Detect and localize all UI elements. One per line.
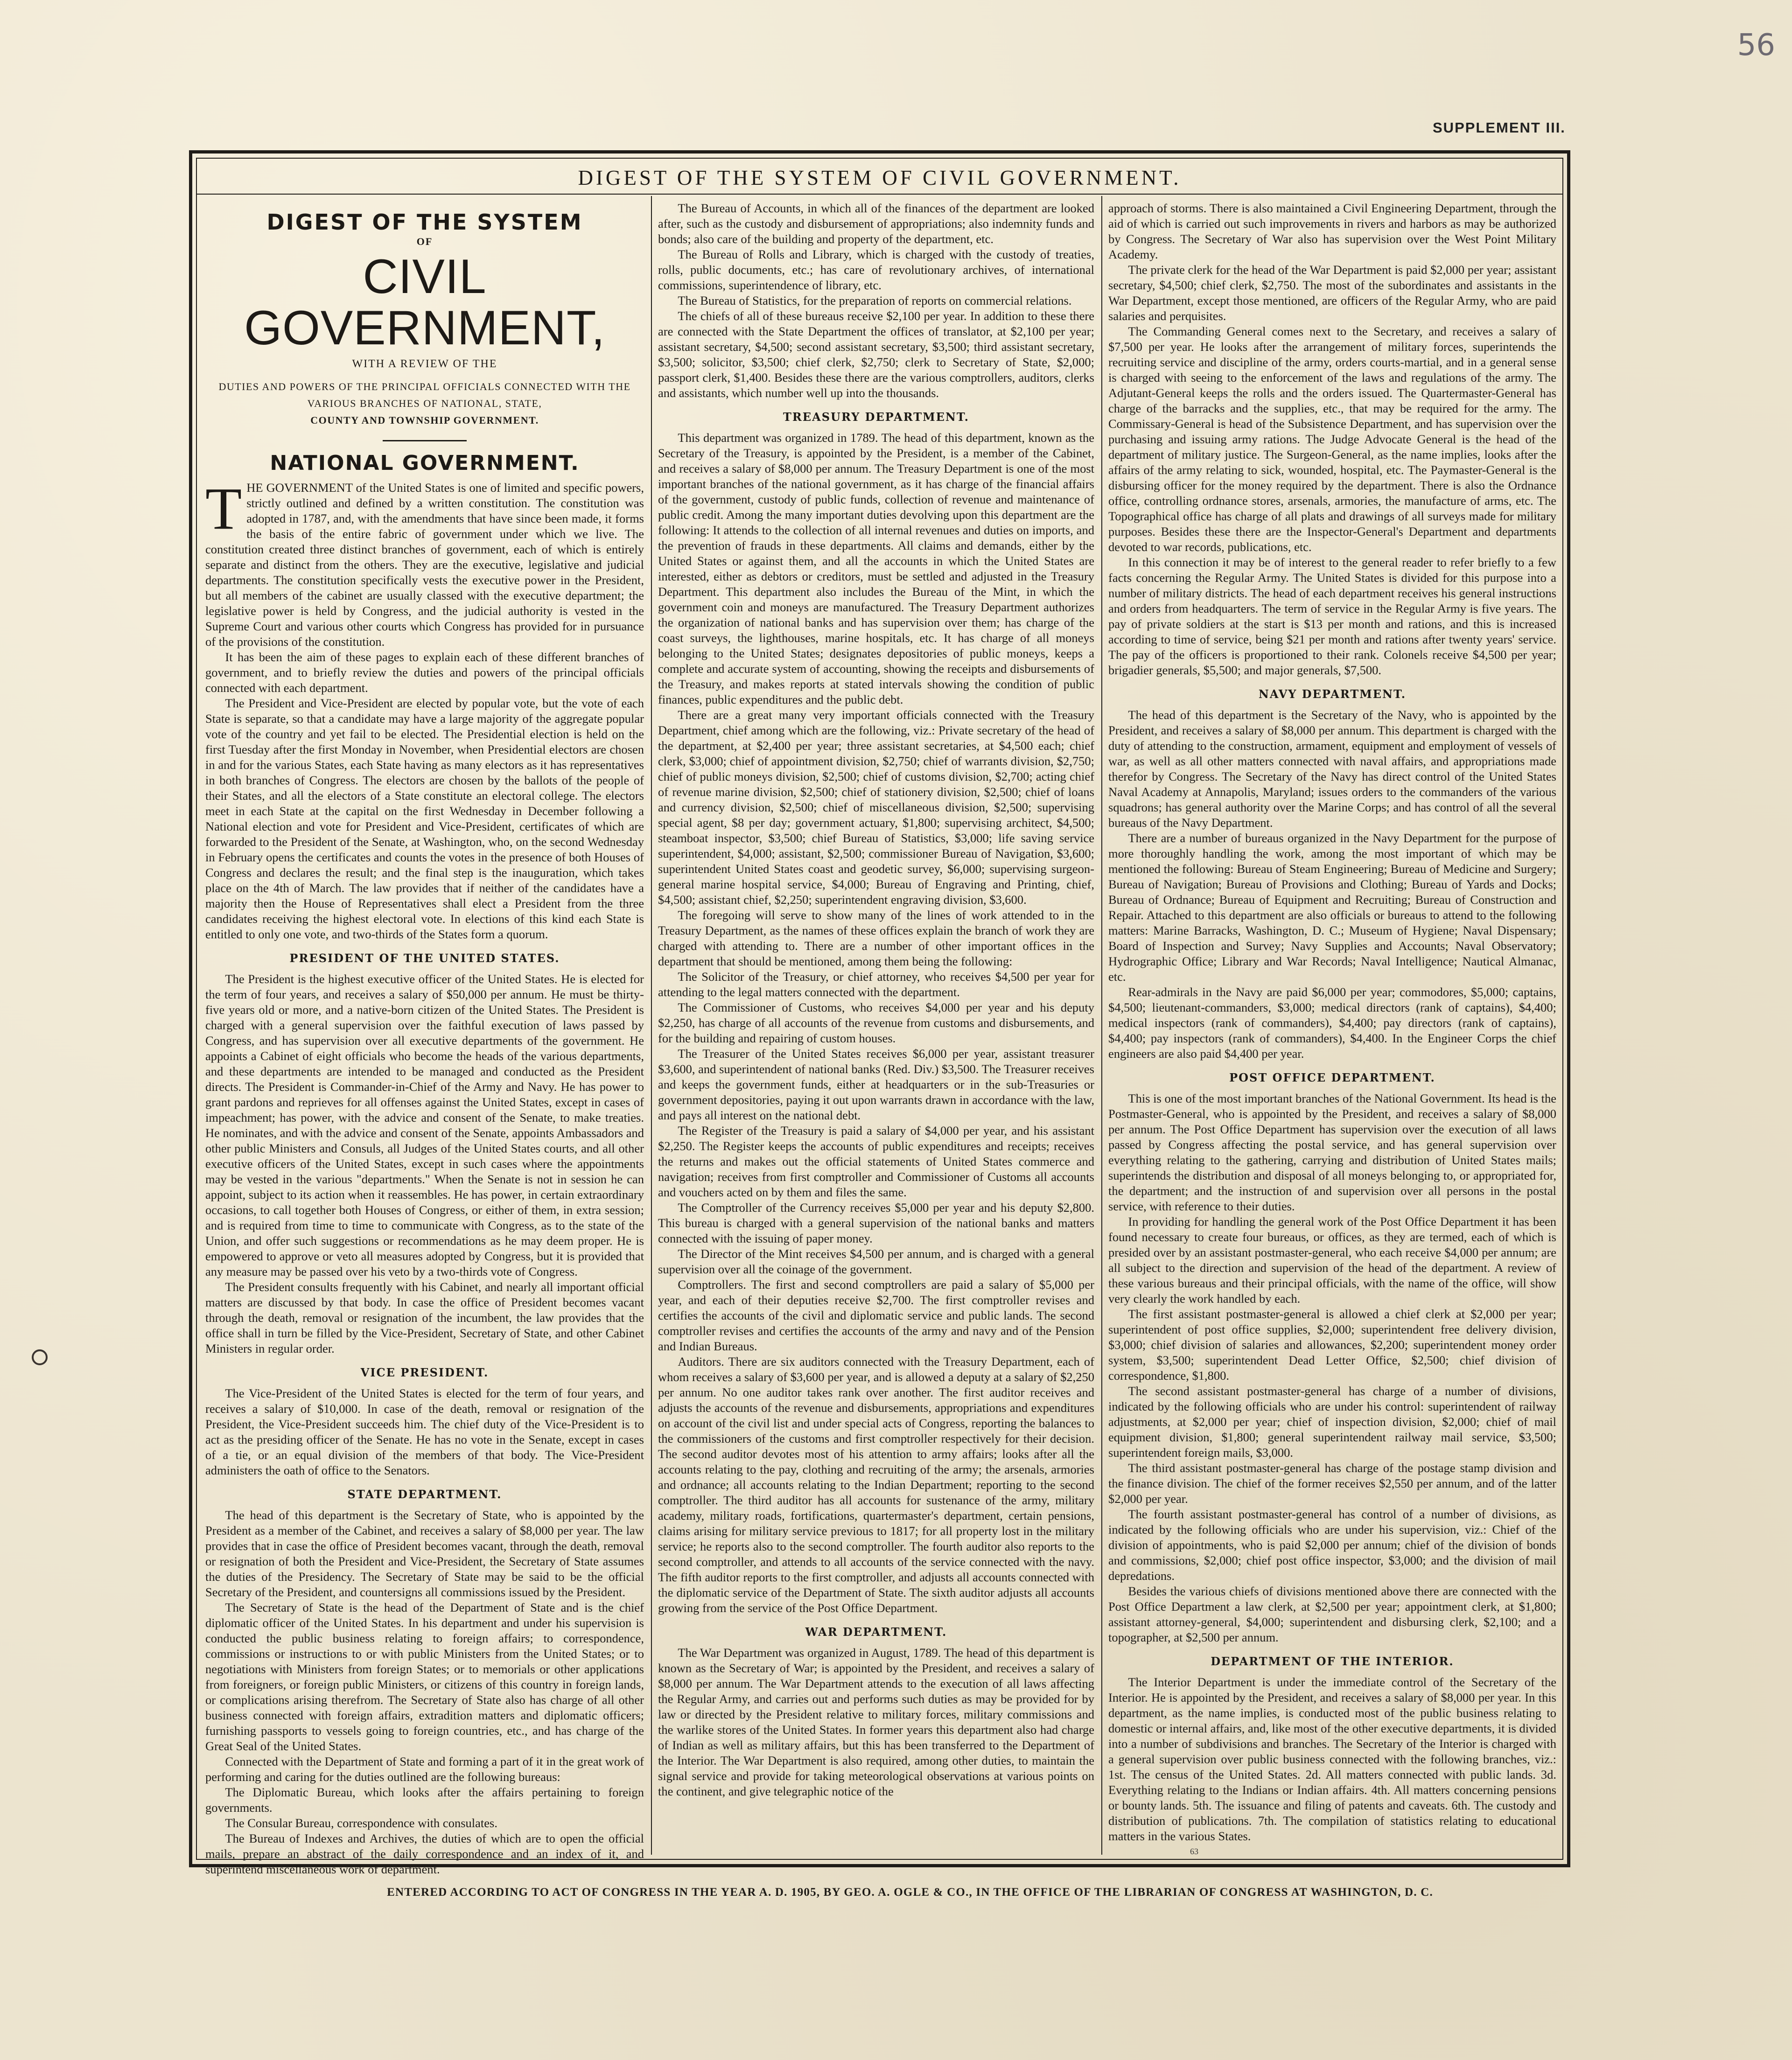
paragraph: The fourth assistant postmaster-general has control of a number of divisions, as indicated by the following officials who are under his supervision, viz.: Chief of the division of appointments, who is paid $2,000 per annum; chief of the division of bonds and commissions, $2,000; chief post office inspector, $3,000; and the division of mail depredations. bbox=[1108, 1507, 1556, 1583]
paragraph: The foregoing will serve to show many of the lines of work attended to in the Treasury Department, as the names of these offices explain the branch of work they are charged with attending to. There are a number of other important offices in the department that should be mentioned, among them being the following: bbox=[658, 908, 1094, 968]
paragraph: Auditors. There are six auditors connected with the Treasury Department, each of whom receives a salary of $3,600 per year, and is allowed a deputy at a salary of $2,250 per annum. No one auditor takes rank over another. The first auditor receives and adjusts the accounts of the revenue and disbursements, appropriations and expenditures on account of the civil list and under special acts of Congress, reporting the balances to the commissioners of the customs and first comptroller respectively for their decision. The second auditor devotes most of his attention to army affairs; looks after all the accounts relating to the pay, clothing and recruiting of the army; the arsenals, armories and ordnance; all accounts relating to the Indian Department; reporting to the second comptroller. The third auditor has all accounts for sustenance of the army, military academy, military roads, fortifications, quartermaster's department, certain pensions, claims arising for military service previous to 1817; for all property lost in the military service; he reports also to the second comptroller. The fourth auditor also reports to the second comptroller, and attends to all accounts of the service connected with the navy. The fifth auditor reports to the first comptroller, and adjusts all accounts connected with the diplomatic service of the Department of State. The sixth auditor adjusts all accounts growing from the service of the Post Office Department. bbox=[658, 1355, 1094, 1615]
column-rule-1 bbox=[651, 196, 652, 1855]
column-1 bbox=[205, 201, 644, 1876]
paragraph: The Interior Department is under the immediate control of the Secretary of the Interior. He is appointed by the President, and receives a salary of $8,000 per year. In this department, as the name implies, is conducted most of the public business relating to domestic or internal affairs, and, like most of the other executive departments, it is divided into a number of subdivisions and branches. The Secretary of the Interior is charged with a general supervision over public business connected with the following branches, viz.: 1st. The census of the United States. 2d. All matters connected with public lands. 3d. Everything relating to the Indians or Indian affairs. 4th. All matters concerning pensions or bounty lands. 5th. The issuance and filing of patents and caveats. 6th. The custody and distribution of publications. 7th. The compilation of statistics relating to educational matters in the various States. bbox=[1108, 1675, 1556, 1843]
masthead bbox=[205, 209, 644, 475]
paragraph: The head of this department is the Secretary of the Navy, who is appointed by the President, and receives a salary of $8,000 per annum. This department is charged with the duty of attending to the construction, armament, equipment and employment of vessels of war, as well as all other matters connected with naval affairs, and appropriations made therefor by Congress. The Secretary of the Navy has direct control of the United States Naval Academy at Annapolis, Maryland; issues orders to the commanders of the various squadrons; has general authority over the Marine Corps; and has control of all the several bureaus of the Navy Department. bbox=[1108, 708, 1556, 830]
paragraph: There are a great many very important officials connected with the Treasury Department, chief among which are the following, viz.: Private secretary of the head of the department, at $2,400 per year; three assistant secretaries, at $4,500 each; chief clerk, $3,000; chief of appointment division, $2,750; chief of warrants division, $2,750; chief of public moneys division, $2,500; chief of customs division, $2,700; acting chief of revenue marine division, $2,500; chief of stationery division, $2,500; chief of loans and currency division, $2,500; chief of miscellaneous division, $2,500; supervising special agent, $8 per day; government actuary, $1,800; supervising architect, $4,500; steamboat inspector, $3,500; chief Bureau of Statistics, $3,000; life saving service superintendent, $4,000; assistant, $2,500; commissioner Bureau of Navigation, $3,600; superintendent United States coast and geodetic survey, $6,000; supervising surgeon-general marine hospital service, $4,000; Bureau of Engraving and Printing, chief, $4,500; assistant chief, $2,250; superintendent engraving division, $3,600. bbox=[658, 708, 1094, 907]
paragraph: This is one of the most important branches of the National Government. Its head is the Postmaster-General, who is appointed by the President, and receives a salary of $8,000 per annum. The Post Office Department has supervision over the execution of all laws passed by Congress affecting the postal service, and has general supervision over everything relating to the gathering, carrying and distribution of United States mails; superintends the distribution and disposal of all moneys belonging to, or appropriated for, the department; and the instruction of and supervision over all persons in the postal service, with reference to their duties. bbox=[1108, 1091, 1556, 1213]
paragraph: The President is the highest executive officer of the United States. He is elected for the term of four years, and receives a salary of $50,000 per annum. He must be thirty-five years old or more, and a native-born citizen of the United States. The President is charged with a general supervision over the faithful execution of laws passed by Congress, and has supervision over all executive departments of the government. He appoints a Cabinet of eight officials who become the heads of the various departments, and these departments are intended to be managed and conducted as the President directs. The President is Commander-in-Chief of the Army and Navy. He has power to grant pardons and reprieves for all offenses against the United States, except in cases of impeachment; has power, with the advice and consent of the Senate, to make treaties. He nominates, and with the advice and consent of the Senate, appoints Ambassadors and other public Ministers and Consuls, all Judges of the United States courts, and all other executive officers of the United States, except in such cases where the appointments may be vested in the various "departments." When the Senate is not in session he can appoint, subject to its action when it reassembles. He has power, in certain extraordinary occasions, to call together both Houses of Congress, or either of them, in extra session; and is required from time to time to communicate with Congress, as to the state of the Union, and offer such suggestions or recommendations as he may deem proper. He is empowered to approve or veto all measures adopted by Congress, but it is provided that any measure may be passed over his veto by a two-thirds vote of Congress. bbox=[205, 972, 644, 1278]
masthead-line1: DIGEST OF THE SYSTEM bbox=[266, 209, 583, 235]
paragraph: The War Department was organized in August, 1789. The head of this department is known as the Secretary of War; is appointed by the President, and receives a salary of $8,000 per annum. The War Department attends to the execution of all laws affecting the Regular Army, and carries out and performs such duties as may be provided for by law or directed by the President relative to military forces, military commissions and the warlike stores of the United States. In former years this department also had charge of Indian as well as military affairs, but this has been transferred to the Department of the Interior. The War Department is also required, among other duties, to maintain the signal service and provide for taking meteorological observations at various points on the continent, and give telegraphic notice of the bbox=[658, 1646, 1094, 1798]
heading-vice-president: VICE PRESIDENT. bbox=[360, 1366, 489, 1379]
masthead-title: CIVIL GOVERNMENT, bbox=[244, 250, 605, 355]
binding-hole-mark bbox=[32, 1349, 48, 1365]
paragraph: There are a number of bureaus organized in the Navy Department for the purpose of more thoroughly handling the work, among the most important of which may be mentioned the following: Bureau of Steam Engineering; Bureau of Medicine and Surgery; Bureau of Navigation; Bureau of Provisions and Clothing; Bureau of Yards and Docks; Bureau of Ordnance; Bureau of Equipment and Recruiting; Bureau of Construction and Repair. Attached to this department are also officials or bureaus to attend to the following matters: Marine Barracks, Washington, D. C.; Museum of Hygiene; Naval Dispensary; Board of Inspection and Survey; Navy Supplies and Accounts; Naval Observatory; Hydrographic Office; Library and War Records; Naval Intelligence; Nautical Almanac, etc. bbox=[1108, 831, 1556, 984]
paragraph: The private clerk for the head of the War Department is paid $2,000 per year; assistant secretary, $4,500; chief clerk, $2,750. The most of the subordinates and assistants in the War Department, except those mentioned, are officers of the Regular Army, who are paid salaries and perquisites. bbox=[1108, 263, 1556, 323]
handwritten-page-number: 56 bbox=[1737, 28, 1775, 63]
masthead-rule bbox=[383, 440, 467, 441]
masthead-line4: DUTIES AND POWERS OF THE PRINCIPAL OFFICIALS CONNECTED WITH THE VARIOUS BRANCHES OF NATIONAL, STATE, bbox=[218, 381, 631, 409]
paragraph: The Consular Bureau, correspondence with consulates. bbox=[225, 1816, 497, 1830]
column-2 bbox=[658, 201, 1094, 1852]
top-title: DIGEST OF THE SYSTEM OF CIVIL GOVERNMENT. bbox=[196, 161, 1563, 195]
paragraph: The Register of the Treasury is paid a salary of $4,000 per year, and his assistant $2,250. The Register keeps the accounts of public expenditures and receipts; receives the returns and makes out the official statements of United States commerce and navigation; receives from first comptroller and Commissioner of Customs all accounts and vouchers acted on by them and files the same. bbox=[658, 1124, 1094, 1199]
heading-president: PRESIDENT OF THE UNITED STATES. bbox=[289, 951, 560, 965]
paragraph: The Bureau of Indexes and Archives, the duties of which are to open the official mails, prepare an abstract of the daily correspondence and an index of it, and superintend miscellaneous work of department. bbox=[205, 1831, 644, 1876]
paragraph: The President and Vice-President are elected by popular vote, but the vote of each State is separate, so that a candidate may have a large majority of the aggregate popular vote of the country and yet fail to be elected. The Presidential election is held on the first Tuesday after the first Monday in November, when Presidential electors are chosen in and for the various States, each State having as many electors as it has representatives in both branches of Congress. The electors are chosen by the ballots of the people of their States, and all the electors of a State constitute an electoral college. The electors meet in each State at the capital on the first Wednesday in December following a National election and vote for President and Vice-President, certificates of which are forwarded to the President of the Senate, at Washington, who, on the second Wednesday in February opens the certificates and counts the votes in the presence of both Houses of Congress and declares the result; and the final step is the inauguration, which takes place on the 4th of March. The law provides that if neither of the candidates have a majority then the House of Representatives shall elect a President from the three candidates receiving the highest electoral vote. In elections of this kind each State is entitled to only one vote, and two-thirds of the States form a quorum. bbox=[205, 696, 644, 941]
column-3 bbox=[1108, 201, 1556, 1852]
paragraph: The third assistant postmaster-general has charge of the postage stamp division and the finance division. The chief of the former receives $2,550 per annum, and of the latter $2,000 per year. bbox=[1108, 1461, 1556, 1506]
paragraph: In this connection it may be of interest to the general reader to refer briefly to a few facts concerning the Regular Army. The United States is divided for this purpose into a number of military districts. The head of each department receives his general instructions and orders from headquarters. The term of service in the Regular Army is five years. The pay of private soldiers at the start is $13 per month and rations, and this is increased according to time of service, being $21 per month and rations after twenty years' service. The pay of the officers is proportioned to their rank. Colonels receive $4,500 per year; brigadier generals, $5,500; and major generals, $7,500. bbox=[1108, 555, 1556, 677]
paragraph: The President consults frequently with his Cabinet, and nearly all important official matters are discussed by that body. In case the office of President becomes vacant through the death, removal or resignation of the incumbent, the law provides that the office shall in turn be filled by the Vice-President, Secretary of State, and other Cabinet Ministers in regular order. bbox=[205, 1280, 644, 1355]
paragraph: The Vice-President of the United States is elected for the term of four years, and receives a salary of $10,000. In case of the death, removal or resignation of the President, the Vice-President succeeds him. The chief duty of the Vice-President is to act as the presiding officer of the Senate. He has no vote in the Senate, except in cases of a tie, or an equal division of the members of that body. The Vice-President administers the oath of office to the Senators. bbox=[205, 1386, 644, 1477]
paragraph: Besides the various chiefs of divisions mentioned above there are connected with the Post Office Department a law clerk, at $2,500 per year; appointment clerk, at $1,800; assistant attorney-general, $4,000; superintendent and disbursing clerk, $2,100; and a topographer, at $2,500 per annum. bbox=[1108, 1584, 1556, 1644]
paragraph: The head of this department is the Secretary of State, who is appointed by the President as a member of the Cabinet, and receives a salary of $8,000 per year. The law provides that in case the office of President becomes vacant, through the death, removal or resignation of both the President and Vice-President, the Secretary of State assumes the duties of the Presidency. The Secretary of State may be said to be the official Secretary of the President, and countersigns all commissions issued by the President. bbox=[205, 1508, 644, 1599]
paragraph: The Comptroller of the Currency receives $5,000 per year and his deputy $2,800. This bureau is charged with a general supervision of the national banks and matters connected with the issuing of paper money. bbox=[658, 1201, 1094, 1245]
paragraph: Rear-admirals in the Navy are paid $6,000 per year; commodores, $5,000; captains, $4,500; lieutenant-commanders, $3,000; medical directors (rank of captains), $4,400; medical inspectors (rank of commanders), $4,400; pay directors (rank of captains), $4,400; pay inspectors (rank of commanders), $4,400. In the Engineer Corps the chief engineers are also paid $4,400 per year. bbox=[1108, 985, 1556, 1061]
paragraph: It has been the aim of these pages to explain each of these different branches of government, and to briefly review the duties and powers of the principal officials connected with each department. bbox=[205, 650, 644, 695]
paragraph: The Bureau of Rolls and Library, which is charged with the custody of treaties, rolls, public documents, etc.; has care of revolutionary archives, of international commissions, superintendence of library, etc. bbox=[658, 247, 1094, 292]
paragraph: The second assistant postmaster-general has charge of a number of divisions, indicated by the following officials who are under his control: superintendent of railway adjustments, at $2,000 per year; chief of inspection division, $2,000; chief of mail equipment division, $1,800; general superintendent railway mail service, $3,500; superintendent foreign mails, $3,000. bbox=[1108, 1384, 1556, 1459]
paragraph: Connected with the Department of State and forming a part of it in the great work of performing and caring for the duties outlined are the following bureaus: bbox=[205, 1754, 644, 1784]
masthead-of: OF bbox=[416, 236, 433, 247]
paragraph: The Commanding General comes next to the Secretary, and receives a salary of $7,500 per year. He looks after the arrangement of military forces, superintends the recruiting service and discipline of the army, orders courts-martial, and in a general sense is charged with seeing to the enforcement of the laws and regulations of the army. The Adjutant-General keeps the rolls and the orders issued. The Quartermaster-General has charge of the barracks and the supplies, etc., that may be required for the army. The Commissary-General is head of the Subsistence Department, and has supervision over the purchasing and issuing army rations. The Judge Advocate General is the head of the department of military justice. The Surgeon-General, as the name implies, looks after the affairs of the army relating to sick, wounded, hospital, etc. The Paymaster-General is the disbursing officer for the money required by the department. There is also the Ordnance office, controlling ordnance stores, arsenals, armories, the manufacture of arms, etc. The Topographical office has charge of all plats and drawings of all surveys made for military purposes. Besides these there are the Inspector-General's Department and departments devoted to war records, publications, etc. bbox=[1108, 324, 1556, 554]
drop-cap: T bbox=[205, 475, 242, 542]
masthead-line5: COUNTY AND TOWNSHIP GOVERNMENT. bbox=[310, 414, 539, 426]
paragraph: The Secretary of State is the head of the Department of State and is the chief diplomatic officer of the United States. In his department and under his supervision is conducted the public business relating to foreign affairs; to correspondence, commissions or instructions to or with public Ministers from the United States; or to negotiations with Ministers from foreign States; or to memorials or other applications from foreigners, or foreign public Ministers, or citizens of this country in foreign lands, or complications arising therefrom. The Secretary of State also has charge of all other business connected with foreign affairs, extradition matters and diplomatic officers; furnishing passports to vessels going to foreign countries, etc., and has charge of the Great Seal of the United States. bbox=[205, 1600, 644, 1753]
heading-state-department: STATE DEPARTMENT. bbox=[347, 1487, 502, 1501]
paragraph: The Bureau of Accounts, in which all of the finances of the department are looked after, such as the custody and disbursement of appropriations; also indemnity funds and bonds; also care of the building and property of the department, etc. bbox=[658, 201, 1094, 246]
copyright-footer: ENTERED ACCORDING TO ACT OF CONGRESS IN THE YEAR A. D. 1905, BY GEO. A. OGLE & CO., IN THE OFFICE OF THE LIBRARIAN OF CONGRESS AT WASHINGTON, D. C. bbox=[387, 1886, 1433, 1899]
paragraph: The chiefs of all of these bureaus receive $2,100 per year. In addition to these there are connected with the State Department the offices of translator, at $2,100 per year; assistant secretary, $4,500; second assistant secretary, $3,500; third assistant secretary, $3,500; solicitor, $3,500; chief clerk, $2,750; clerk to Secretary of State, $2,000; passport clerk, $1,400. Besides these there are the various comptrollers, auditors, clerks and assistants, which number well up into the thousands. bbox=[658, 309, 1094, 400]
paragraph: The Solicitor of the Treasury, or chief attorney, who receives $4,500 per year for attending to the legal matters connected with the department. bbox=[658, 970, 1094, 999]
page-footer-number: 63 bbox=[1190, 1847, 1198, 1856]
paragraph: The first assistant postmaster-general is allowed a chief clerk at $2,000 per year; superintendent of post office supplies, $2,000; superintendent free delivery division, $3,000; chief division of salaries and allowances, $2,200; superintendent money order system, $3,500; superintendent Dead Letter Office, $2,500; chief division of correspondence, $1,800. bbox=[1108, 1307, 1556, 1383]
paragraph: The Treasurer of the United States receives $6,000 per year, assistant treasurer $3,600, and superintendent of national banks (Red. Div.) $3,500. The Treasurer receives and keeps the government funds, either at headquarters or in the sub-Treasuries or government depositories, paying it out upon warrants drawn in accordance with the law, and pays all interest on the national debt. bbox=[658, 1047, 1094, 1122]
heading-interior: DEPARTMENT OF THE INTERIOR. bbox=[1211, 1655, 1454, 1668]
supplement-label: SUPPLEMENT III. bbox=[1433, 119, 1566, 136]
paragraph: The Commissioner of Customs, who receives $4,000 per year and his deputy $2,250, has charge of all accounts of the revenue from customs and disbursements, and for the building and repairing of custom houses. bbox=[658, 1000, 1094, 1045]
paragraph: Comptrollers. The first and second comptrollers are paid a salary of $5,000 per year, and each of their deputies receive $2,700. The first comptroller revises and certifies the accounts of the civil and diplomatic service and public lands. The second comptroller revises and certifies the accounts of the army and navy and of the Pension and Indian Bureaus. bbox=[658, 1278, 1094, 1353]
column-rule-2 bbox=[1101, 196, 1102, 1855]
intro-paragraph: THE GOVERNMENT of the United States is one of limited and specific powers, strictly outlined and defined by a written constitution. The constitution was adopted in 1787, and, with the amendments that have since been made, it forms the basis of the entire fabric of government under which we live. The constitution created three distinct branches of government, each of which is entirely separate and distinct from the others. They are the executive, legislative and judicial departments. The constitution specifically vests the executive power in the President, but all members of the cabinet are usually classed with the executive department; the legislative power is held by Congress, and the judicial authority is vested in the Supreme Court and various other courts which Congress has provided for in pursuance of the provisions of the constitution. bbox=[205, 475, 644, 649]
masthead-line3: WITH A REVIEW OF THE bbox=[352, 358, 497, 370]
heading-treasury: TREASURY DEPARTMENT. bbox=[783, 410, 969, 424]
paragraph: In providing for handling the general work of the Post Office Department it has been found necessary to create four bureaus, or offices, as they are termed, each of which is presided over by an assistant postmaster-general, who each receive $4,000 per annum; are all subject to the direction and supervision of the head of the department. A review of these various bureaus and their principal officials, with the name of the office, will show very clearly the work handled by each. bbox=[1108, 1215, 1556, 1306]
paragraph: approach of storms. There is also maintained a Civil Engineering Department, through the aid of which is carried out such improvements in rivers and harbors as may be authorized by Congress. The Secretary of War also has supervision over the West Point Military Academy. bbox=[1108, 201, 1556, 261]
paragraph: This department was organized in 1789. The head of this department, known as the Secretary of the Treasury, is appointed by the President, is a member of the Cabinet, and receives a salary of $8,000 per annum. The Treasury Department is one of the most important branches of the national government, as it has charge of the financial affairs of the government, custody of public funds, collection of revenue and maintenance of public credit. Among the many important duties devolving upon this department are the following: It attends to the collection of all internal revenues and duties on imports, and the prevention of frauds in these departments. All claims and demands, either by the United States or against them, and all the accounts in which the United States are interested, either as debtors or creditors, must be settled and adjusted in the Treasury Department. This department also includes the Bureau of the Mint, in which the government coin and moneys are manufactured. The Treasury Department authorizes the organization of national banks and has supervision over them; has charge of the coast surveys, the lighthouses, marine hospitals, etc. It has charge of all moneys belonging to the United States; designates depositories of public moneys, keeps a complete and accurate system of accounting, showing the receipts and disbursements of the Treasury, and makes reports at stated intervals showing the condition of public finances, public expenditures and the public debt. bbox=[658, 431, 1094, 706]
section-heading-national: NATIONAL GOVERNMENT. bbox=[270, 451, 580, 475]
paragraph: The Diplomatic Bureau, which looks after the affairs pertaining to foreign governments. bbox=[205, 1785, 644, 1815]
heading-post-office: POST OFFICE DEPARTMENT. bbox=[1229, 1071, 1435, 1084]
heading-navy: NAVY DEPARTMENT. bbox=[1258, 687, 1407, 701]
paragraph: The Director of the Mint receives $4,500 per annum, and is charged with a general supervision over all the coinage of the government. bbox=[658, 1247, 1094, 1276]
heading-war: WAR DEPARTMENT. bbox=[805, 1625, 947, 1639]
paragraph: The Bureau of Statistics, for the preparation of reports on commercial relations. bbox=[678, 293, 1072, 307]
